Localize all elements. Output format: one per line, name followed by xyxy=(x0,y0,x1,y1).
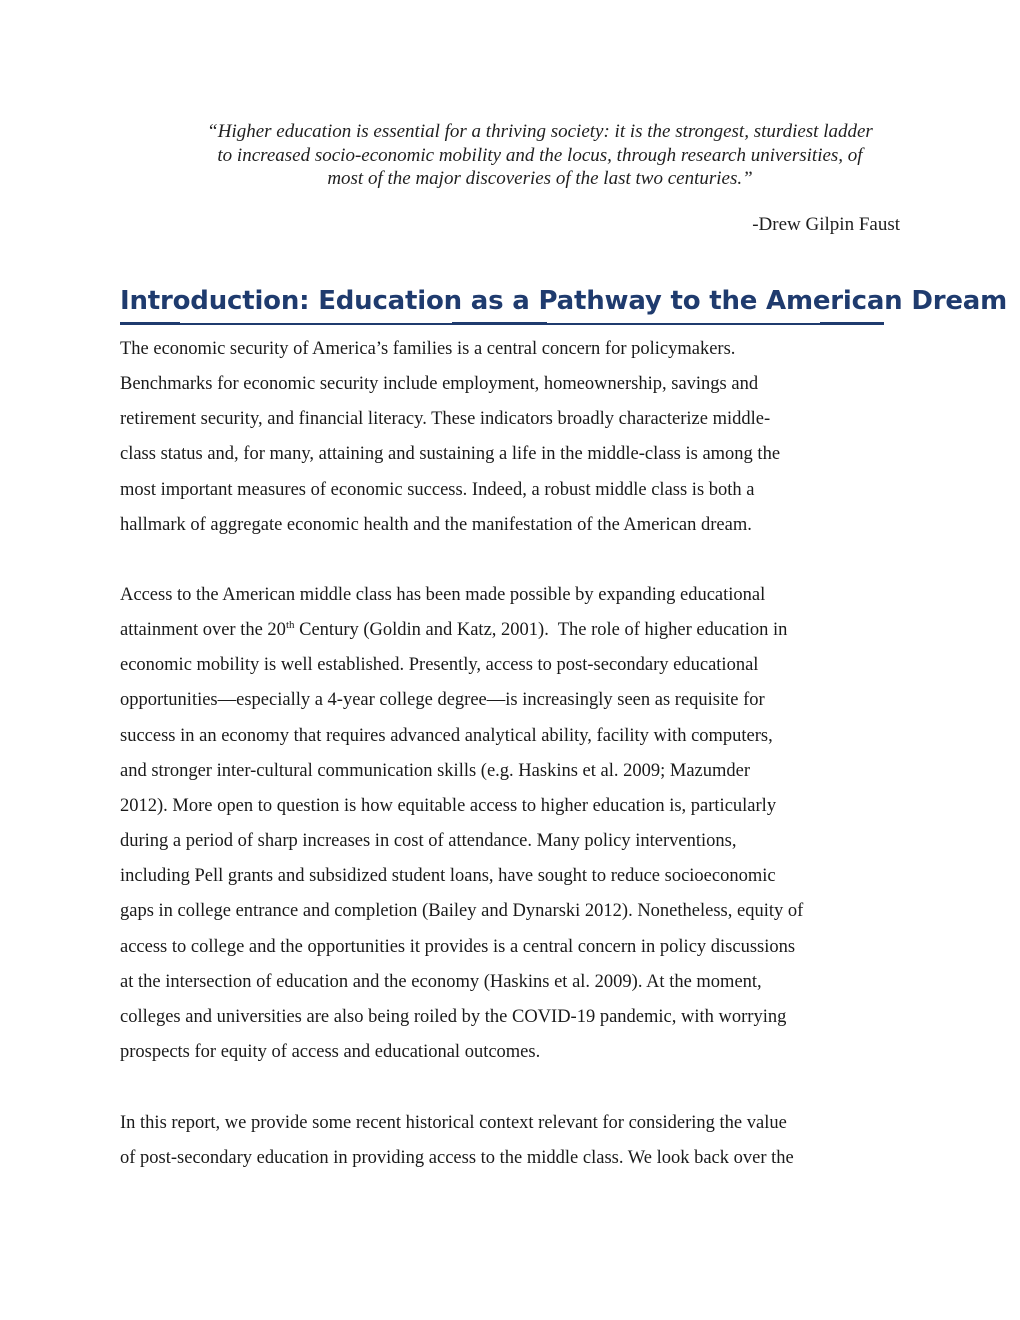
text-segment: Century (Goldin and Katz, 2001). The role of higher education in xyxy=(294,620,788,641)
quote-attribution: -Drew Gilpin Faust xyxy=(752,214,900,235)
heading-underline xyxy=(120,323,884,325)
quote-line: most of the major discoveries of the last two centuries.” xyxy=(327,168,753,189)
text-line: prospects for equity of access and educational outcomes. xyxy=(120,1042,541,1063)
epigraph-quote xyxy=(170,120,910,191)
text-line: including Pell grants and subsidized student loans, have sought to reduce socioeconomic xyxy=(120,866,776,887)
text-line: and stronger inter-cultural communication skills (e.g. Haskins et al. 2009; Mazumder xyxy=(120,760,751,781)
text-line: Benchmarks for economic security include employment, homeownership, savings and xyxy=(120,374,759,395)
section-heading: Introduction: Education as a Pathway to the American Dream xyxy=(120,286,1008,316)
quote-line: “Higher education is essential for a thriving society: it is the strongest, sturdiest ladder xyxy=(207,121,873,142)
text-line: opportunities—especially a 4-year college degree—is increasingly seen as requisite for xyxy=(120,690,765,711)
text-line: class status and, for many, attaining and sustaining a life in the middle-class is among the xyxy=(120,444,781,465)
text-line: economic mobility is well established. Presently, access to post-secondary educational xyxy=(120,655,759,676)
text-line: of post-secondary education in providing access to the middle class. We look back over the xyxy=(120,1148,794,1169)
text-line: 2012). More open to question is how equitable access to higher education is, particularly xyxy=(120,795,777,816)
text-line: at the intersection of education and the economy (Haskins et al. 2009). At the moment, xyxy=(120,971,762,992)
text-line: The economic security of America’s families is a central concern for policymakers. xyxy=(120,339,736,359)
text-line: access to college and the opportunities it provides is a central concern in policy discussions xyxy=(120,936,796,957)
paragraph-3 xyxy=(120,1106,905,1176)
text-segment: attainment over the 20 xyxy=(120,620,286,641)
text-line: colleges and universities are also being roiled by the COVID-19 pandemic, with worrying xyxy=(120,1006,787,1027)
text-line: In this report, we provide some recent historical context relevant for considering the value xyxy=(120,1113,787,1133)
text-line: gaps in college entrance and completion (Bailey and Dynarski 2012). Nonetheless, equity of xyxy=(120,901,804,922)
text-line: Access to the American middle class has been made possible by expanding educational xyxy=(120,585,766,605)
text-line: most important measures of economic success. Indeed, a robust middle class is both a xyxy=(120,479,755,500)
text-line: hallmark of aggregate economic health and the manifestation of the American dream. xyxy=(120,514,752,535)
heading-underline-accent xyxy=(452,322,547,325)
heading-underline-accent xyxy=(120,322,180,325)
text-line: success in an economy that requires advanced analytical ability, facility with computers, xyxy=(120,725,773,746)
text-line: during a period of sharp increases in cost of attendance. Many policy interventions, xyxy=(120,831,737,852)
quote-line: to increased socio-economic mobility and the locus, through research universities, of xyxy=(217,144,863,166)
superscript: th xyxy=(285,619,295,631)
paragraph-1 xyxy=(120,332,905,543)
paragraph-2 xyxy=(120,578,905,1070)
heading-underline-accent xyxy=(820,322,884,325)
text-line: retirement security, and financial literacy. These indicators broadly characterize middle- xyxy=(120,409,771,430)
text-line xyxy=(120,613,905,648)
